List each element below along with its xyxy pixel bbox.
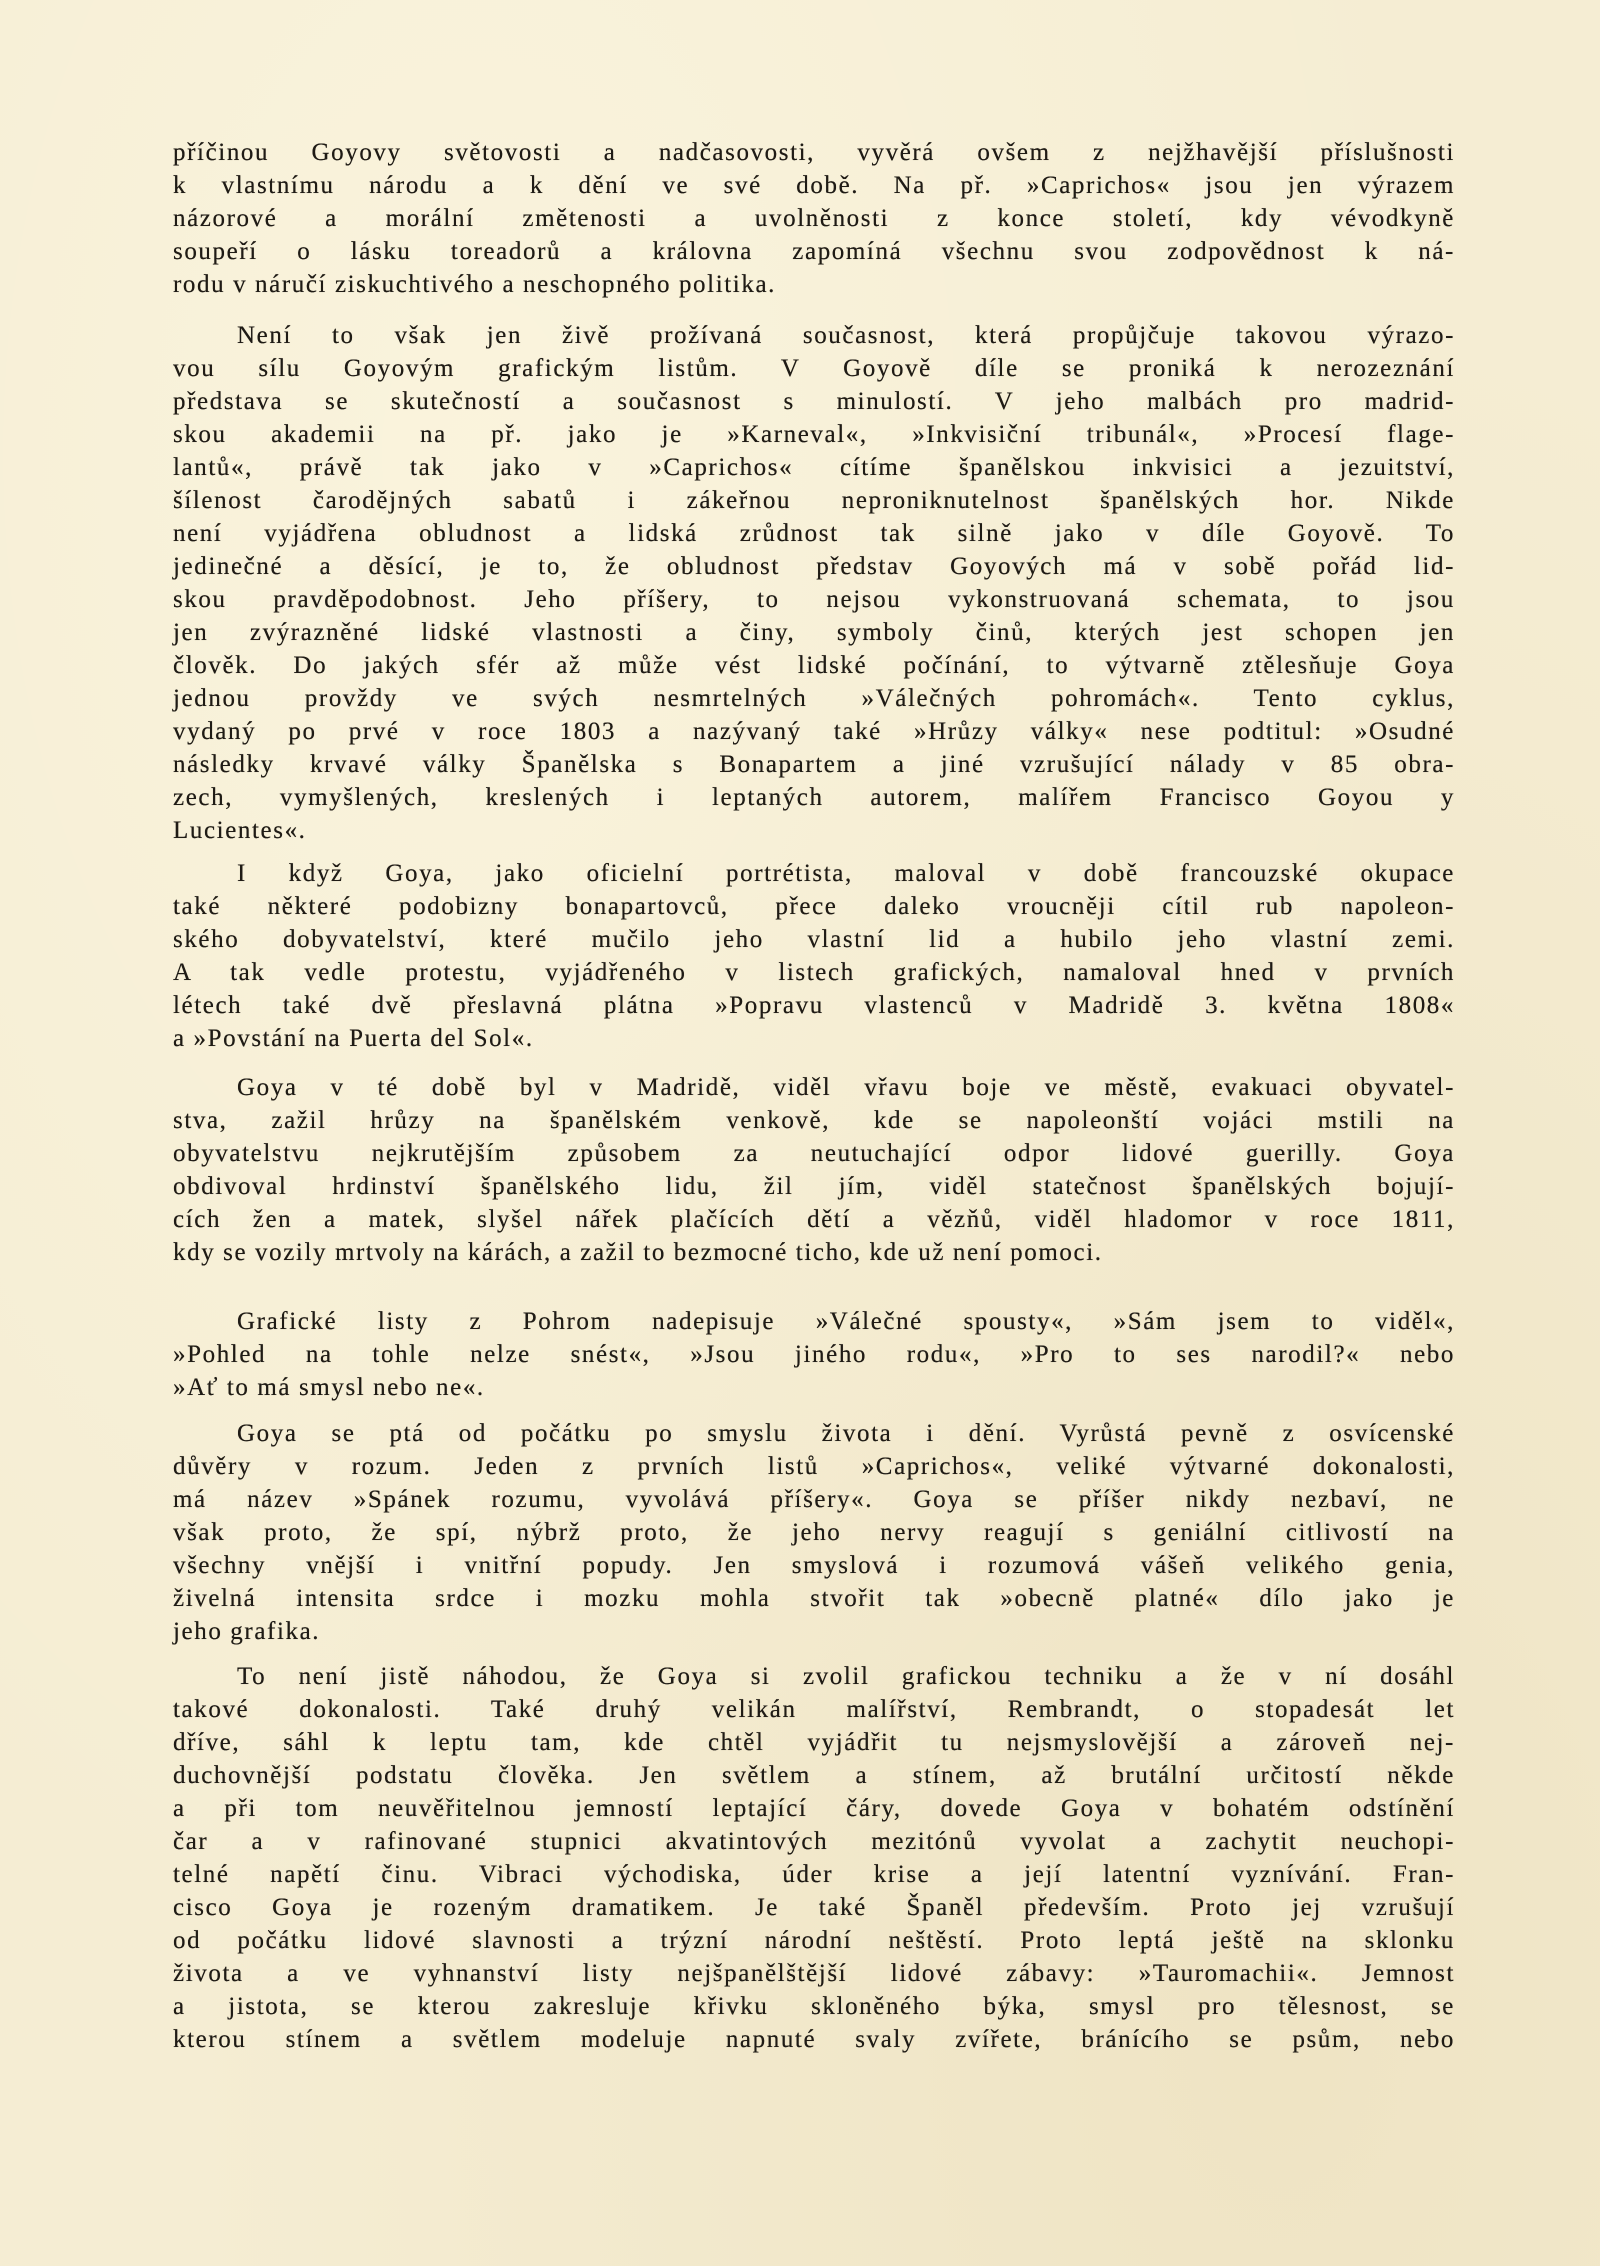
- text-line: není vyjádřena obludnost a lidská zrůdnost tak silně jako v díle Goyově. To: [173, 520, 1455, 547]
- text-line: telné napětí činu. Vibraci východiska, úder krise a její latentní vyznívání. Fran-: [173, 1861, 1455, 1888]
- text-line: rodu v náručí ziskuchtivého a neschopného politika.: [173, 271, 776, 298]
- text-line: a jistota, se kterou zakresluje křivku skloněného býka, smysl pro tělesnost, se: [173, 1993, 1455, 2020]
- text-line: také některé podobizny bonapartovců, přece daleko vroucněji cítil rub napoleon-: [173, 893, 1455, 920]
- text-line: zech, vymyšlených, kreslených i leptaných autorem, malířem Francisco Goyou y: [173, 784, 1455, 811]
- text-line: skou pravděpodobnost. Jeho příšery, to nejsou vykonstruovaná schemata, to jsou: [173, 586, 1455, 613]
- text-line: Goya se ptá od počátku po smyslu života i dění. Vyrůstá pevně z osvícenské: [237, 1420, 1455, 1447]
- text-line: od počátku lidové slavnosti a trýzní národní neštěstí. Proto leptá ještě na sklonku: [173, 1927, 1455, 1954]
- text-line: jeho grafika.: [173, 1618, 321, 1645]
- text-line: obdivoval hrdinství španělského lidu, žil jím, viděl statečnost španělských bojují-: [173, 1173, 1455, 1200]
- text-line: duchovnější podstatu člověka. Jen světlem a stínem, až brutální určitostí někde: [173, 1762, 1455, 1789]
- text-line: I když Goya, jako oficielní portrétista, maloval v době francouzské okupace: [237, 860, 1455, 887]
- text-line: »Pohled na tohle nelze snést«, »Jsou jiného rodu«, »Pro to ses narodil?« nebo: [173, 1341, 1455, 1368]
- text-line: a »Povstání na Puerta del Sol«.: [173, 1025, 534, 1052]
- text-line: Není to však jen živě prožívaná současnost, která propůjčuje takovou výrazo-: [237, 322, 1455, 349]
- text-line: důvěry v rozum. Jeden z prvních listů »Caprichos«, veliké výtvarné dokonalosti,: [173, 1453, 1455, 1480]
- text-line: jednou provždy ve svých nesmrtelných »Válečných pohromách«. Tento cyklus,: [173, 685, 1455, 712]
- text-line: cisco Goya je rozeným dramatikem. Je také Španěl především. Proto jej vzrušují: [173, 1894, 1455, 1921]
- text-line: létech také dvě přeslavná plátna »Popravu vlastenců v Madridě 3. května 1808«: [173, 992, 1455, 1019]
- text-line: však proto, že spí, nýbrž proto, že jeho nervy reagují s geniální citlivostí na: [173, 1519, 1455, 1546]
- text-line: To není jistě náhodou, že Goya si zvolil grafickou techniku a že v ní dosáhl: [237, 1663, 1455, 1690]
- text-line: kterou stínem a světlem modeluje napnuté svaly zvířete, bránícího se psům, nebo: [173, 2026, 1455, 2053]
- text-line: představa se skutečností a současnost s minulostí. V jeho malbách pro madrid-: [173, 388, 1455, 415]
- text-line: života a ve vyhnanství listy nejšpanělštější lidové zábavy: »Tauromachii«. Jemnost: [173, 1960, 1455, 1987]
- text-line: A tak vedle protestu, vyjádřeného v listech grafických, namaloval hned v prvních: [173, 959, 1455, 986]
- text-line: vou sílu Goyovým grafickým listům. V Goyově díle se proniká k nerozeznání: [173, 355, 1455, 382]
- paragraph: [173, 1417, 1455, 1648]
- paragraph: [173, 1071, 1455, 1269]
- text-line: Grafické listy z Pohrom nadepisuje »Válečné spousty«, »Sám jsem to viděl«,: [237, 1308, 1455, 1335]
- paragraph: [173, 857, 1455, 1055]
- paragraph: [173, 1660, 1455, 2056]
- text-line: soupeří o lásku toreadorů a královna zapomíná všechnu svou zodpovědnost k ná-: [173, 238, 1455, 265]
- text-line: obyvatelstvu nejkrutějším způsobem za neutuchající odpor lidové guerilly. Goya: [173, 1140, 1455, 1167]
- text-line: názorové a morální změtenosti a uvolněnosti z konce století, kdy vévodkyně: [173, 205, 1455, 232]
- text-line: vydaný po prvé v roce 1803 a nazývaný také »Hrůzy války« nese podtitul: »Osudné: [173, 718, 1455, 745]
- text-line: »Ať to má smysl nebo ne«.: [173, 1374, 485, 1401]
- text-line: příčinou Goyovy světovosti a nadčasovosti, vyvěrá ovšem z nejžhavější příslušnosti: [173, 139, 1455, 166]
- text-line: všechny vnější i vnitřní popudy. Jen smyslová i rozumová vášeň velikého genia,: [173, 1552, 1455, 1579]
- text-line: Lucientes«.: [173, 817, 307, 844]
- text-line: k vlastnímu národu a k dění ve své době. Na př. »Caprichos« jsou jen výrazem: [173, 172, 1455, 199]
- paragraph: [173, 1305, 1455, 1404]
- text-line: kdy se vozily mrtvoly na kárách, a zažil to bezmocné ticho, kde už není pomoci.: [173, 1239, 1103, 1266]
- text-line: ského dobyvatelství, které mučilo jeho vlastní lid a hubilo jeho vlastní zemi.: [173, 926, 1455, 953]
- text-line: následky krvavé války Španělska s Bonapartem a jiné vzrušující nálady v 85 obra-: [173, 751, 1455, 778]
- text-line: jen zvýrazněné lidské vlastnosti a činy, symboly činů, kterých jest schopen jen: [173, 619, 1455, 646]
- text-line: a při tom neuvěřitelnou jemností leptající čáry, dovede Goya v bohatém odstínění: [173, 1795, 1455, 1822]
- text-line: stva, zažil hrůzy na španělském venkově, kde se napoleonští vojáci mstili na: [173, 1107, 1455, 1134]
- paragraph: [173, 319, 1455, 847]
- text-line: Goya v té době byl v Madridě, viděl vřavu boje ve městě, evakuaci obyvatel-: [237, 1074, 1455, 1101]
- text-line: má název »Spánek rozumu, vyvolává příšery«. Goya se příšer nikdy nezbaví, ne: [173, 1486, 1455, 1513]
- text-line: takové dokonalosti. Také druhý velikán malířství, Rembrandt, o stopadesát let: [173, 1696, 1455, 1723]
- text-line: skou akademii na př. jako je »Karneval«, »Inkvisiční tribunál«, »Procesí flage-: [173, 421, 1455, 448]
- text-line: jedinečné a děsící, je to, že obludnost představ Goyových má v sobě pořád lid-: [173, 553, 1455, 580]
- text-line: cích žen a matek, slyšel nářek plačících dětí a vězňů, viděl hladomor v roce 1811,: [173, 1206, 1455, 1233]
- text-line: čar a v rafinované stupnici akvatintových mezitónů vyvolat a zachytit neuchopi-: [173, 1828, 1455, 1855]
- text-line: dříve, sáhl k leptu tam, kde chtěl vyjádřit tu nejsmyslovější a zároveň nej-: [173, 1729, 1455, 1756]
- paragraph: [173, 136, 1455, 301]
- text-line: živelná intensita srdce i mozku mohla stvořit tak »obecně platné« dílo jako je: [173, 1585, 1455, 1612]
- text-line: šílenost čarodějných sabatů i zákeřnou neproniknutelnost španělských hor. Nikde: [173, 487, 1455, 514]
- text-line: člověk. Do jakých sfér až může vést lidské počínání, to výtvarně ztělesňuje Goya: [173, 652, 1455, 679]
- text-line: lantů«, právě tak jako v »Caprichos« cítíme španělskou inkvisici a jezuitství,: [173, 454, 1455, 481]
